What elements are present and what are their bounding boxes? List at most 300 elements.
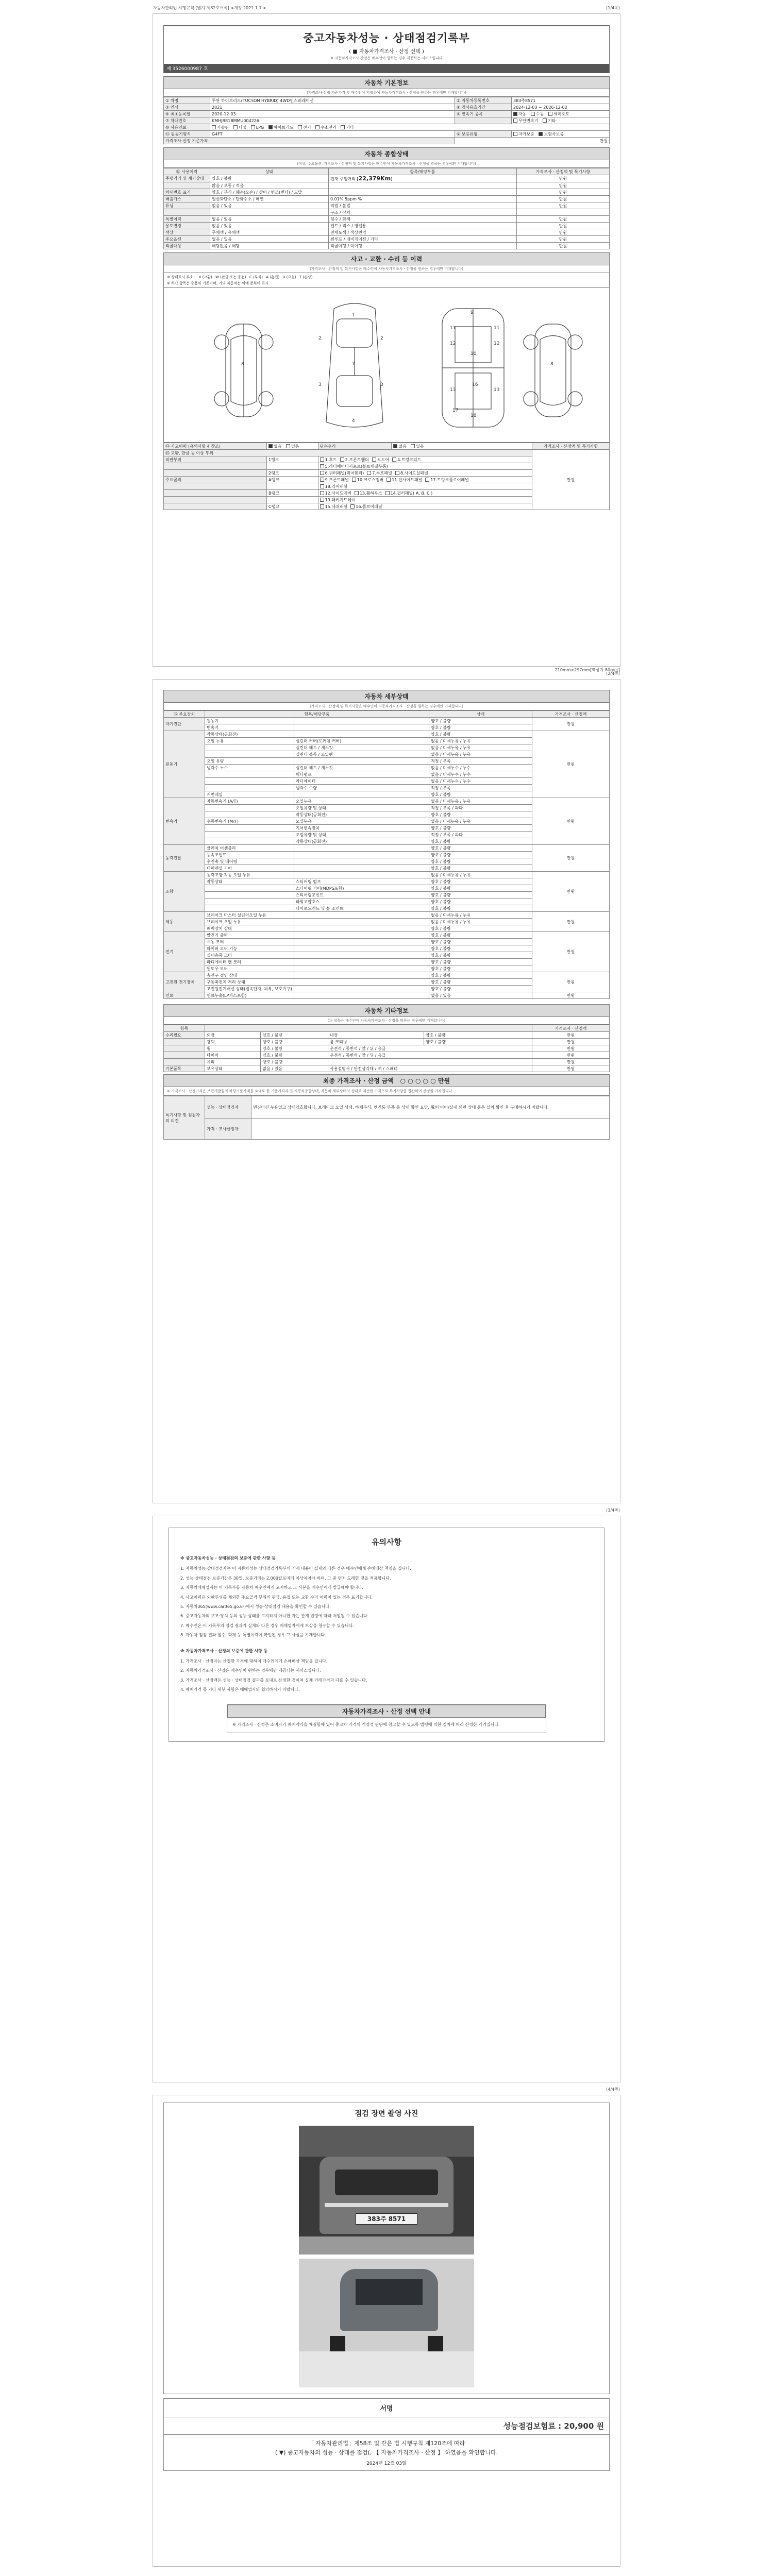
accident-note: (가격조사 · 산정액 및 특기사항은 매수인이 자동차가격조사 · 산정을 원하는 경우에만 기재합니다) <box>163 265 610 273</box>
detail-state: 적정 / 부족 <box>429 758 532 765</box>
detail-group: 전기 <box>164 932 205 972</box>
detail-part <box>294 986 429 992</box>
detail-state: 양호 / 불량 <box>429 986 532 992</box>
overall-row-state: 없음 / 있음 <box>210 223 329 229</box>
value-inspection-period: 2024-12-03 ~ 2026-12-02 <box>512 104 610 111</box>
detail-item: 원동기 <box>205 718 294 724</box>
other-row-group: 기본품목 <box>164 1065 205 1072</box>
other-amount: 만원 <box>532 1059 610 1065</box>
panel-rank <box>164 497 267 503</box>
svg-text:3: 3 <box>380 382 383 387</box>
overall-row-state: 없음 / 있음 <box>210 216 329 223</box>
detail-part: 작동상태(공회전) <box>294 811 429 818</box>
note-item: 2. 자동차가격조사 · 산정은 매수인이 원하는 경우에만 제공되는 서비스입니다. <box>180 1668 321 1673</box>
detail-part <box>294 865 429 872</box>
detail-state: 양호 / 불량 <box>429 718 532 724</box>
detail-item: 브레이크 오일 누유 <box>205 919 294 925</box>
other-row-a: 외장 <box>205 1032 261 1039</box>
page-3 <box>153 1508 620 2082</box>
note-item: 6. 중고자동차의 구조·장치 등의 성능·상태를 고지하지 아니한 자는 관계 법령에 따라 처벌될 수 있습니다. <box>180 1614 369 1619</box>
warranty-insurer: 보험사보증 <box>544 131 564 137</box>
other-row-c: 내장 <box>328 1032 424 1039</box>
detail-item: 시동 모터 <box>205 939 294 945</box>
detail-state: 양호 / 불량 <box>429 724 532 731</box>
other-row-b: 없음 / 있음 <box>261 1065 328 1072</box>
detail-amount: 만원 <box>532 718 610 731</box>
doc-number <box>164 64 609 73</box>
special-table <box>163 1096 610 1140</box>
photo-box <box>163 2103 610 2394</box>
svg-text:12: 12 <box>494 341 500 346</box>
detail-part: 실린더 커버(로커암 커버) <box>294 738 429 744</box>
detail-part <box>294 945 429 952</box>
detail-part <box>294 952 429 959</box>
panel-grade: C랭크 <box>267 503 318 510</box>
detail-part <box>294 925 429 932</box>
other-row-group <box>164 1039 205 1045</box>
panel-rank <box>164 503 267 510</box>
other-head-item: 항목 <box>164 1025 205 1032</box>
detail-state: 없음 / 미세누유 / 누유 <box>429 818 532 825</box>
overall-table <box>163 168 610 249</box>
detail-part: 파워고압호스 <box>294 899 429 905</box>
detail-note: (가격조사 · 산정액 및 특기사항은 매수인이 자동차가격조사 · 산정을 원하는 경우에만 기재합니다) <box>163 703 610 710</box>
basic-info-bar: 자동차 기본정보 <box>163 76 610 89</box>
detail-state: 양호 / 불량 <box>429 885 532 892</box>
detail-row <box>164 731 610 738</box>
detail-state: 양호 / 불량 <box>429 972 532 979</box>
detail-item <box>205 744 294 751</box>
panel-items: 6.쿼터패널(리어휀더) 7.루프패널 8.사이드실패널 <box>318 470 532 477</box>
value-warranty <box>512 131 610 138</box>
special-b-text <box>251 1119 610 1140</box>
note-item: 3. 자동차매매업자는 이 기록부를 자동차 매수인에게 고지하고 그 사본을 매수인에게 발급해야 합니다. <box>180 1585 363 1590</box>
other-row-a: 타이어 <box>205 1052 261 1059</box>
svg-text:3: 3 <box>318 382 322 387</box>
detail-item <box>205 885 294 892</box>
value-vin: KMHJB81BMMU004226 <box>210 117 455 124</box>
overall-row-state: 양호 / 부식 / 훼손(오손) / 상이 / 변조(변타) / 도말 <box>210 189 329 196</box>
detail-part <box>294 791 429 798</box>
overall-row-k: 리콜대상 <box>164 243 210 249</box>
detail-part <box>294 845 429 852</box>
detail-item: 오일 유량 <box>205 758 294 765</box>
detail-item: 실내송풍 모터 <box>205 952 294 959</box>
detail-part <box>294 939 429 945</box>
notes-list-2 <box>180 1658 593 1693</box>
special-label: 특기사항 및 점검자의 의견 <box>164 1096 205 1140</box>
label-warranty: ⑨ 보증유형 <box>455 131 512 138</box>
detail-table <box>163 710 610 999</box>
other-row-a: 휠 <box>205 1045 261 1052</box>
other-amount: 만원 <box>532 1039 610 1045</box>
detail-part <box>294 972 429 979</box>
detail-part: 실린더 헤드 / 개스킷 <box>294 744 429 751</box>
label-inspection-period: ④ 검사유효기간 <box>455 104 512 111</box>
special-a-label: 성능 · 상태점검자 <box>205 1096 251 1119</box>
svg-text:10: 10 <box>470 351 477 357</box>
opt-semi: 세미오토 <box>553 111 569 116</box>
detail-item: 냉각수 누수 <box>205 765 294 771</box>
detail-state: 없음 / 미세누유 / 누유 <box>429 738 532 744</box>
price-select-bar: 자동차가격조사 · 산정 선택 안내 <box>227 1705 546 1718</box>
detail-row <box>164 912 610 919</box>
detail-part: 오일유량 및 상태 <box>294 805 429 811</box>
overall-row-amt: 만원 <box>517 189 610 196</box>
svg-text:17: 17 <box>452 408 459 413</box>
detail-amount: 만원 <box>532 845 610 872</box>
value-price-base: 만원 <box>455 138 610 144</box>
detail-part <box>294 758 429 765</box>
repair-yes: 있음 <box>416 444 424 449</box>
value-plate: 383주8571 <box>512 97 610 104</box>
label-first-reg: ⑤ 최초등록일 <box>164 111 210 117</box>
final-price-bar <box>163 1074 610 1087</box>
detail-item: 클러치 어셈블리 <box>205 845 294 852</box>
detail-part <box>294 872 429 878</box>
legend-u: U (요철) <box>282 275 296 279</box>
accident-table <box>163 443 610 510</box>
accident-history-label: ⑭ 사고이력 (유의사항 4 참조) <box>164 443 267 450</box>
overall-mileage: 현재 주행거리 [22,379Km] <box>329 175 517 182</box>
final-price-note: ※ 가격조사 · 산정가격은 보험개발원의 차량기준가액을 토대로 한 기준가격과 ⑬ 자동차종합상태, 자동차 세부상태의 상태로 계산한 가격으로 특기사항을 합산하여 산정한 가격입니다. <box>163 1087 610 1096</box>
basic-info-table <box>163 97 610 144</box>
detail-state: 없음 / 미세누유 / 누유 <box>429 912 532 919</box>
fuel-gasoline: 가솔린 <box>217 125 229 130</box>
other-note: (⑱ 항목은 매수인이 자동차가격조사 · 산정을 원하는 경우에만 기재합니다) <box>163 1017 610 1025</box>
accident-legend <box>163 273 610 288</box>
other-head-blank <box>205 1025 532 1032</box>
detail-state: 양호 / 불량 <box>429 825 532 832</box>
detail-part: 라디에이터 <box>294 778 429 785</box>
detail-item: 자동변속기 (A/T) <box>205 798 294 805</box>
detail-state: 양호 / 불량 <box>429 925 532 932</box>
overall-row-amt: 만원 <box>517 182 610 189</box>
label-fuel: ⑩ 사용연료 <box>164 124 210 131</box>
overall-row-item: 전체도색 / 색상변경 <box>329 229 517 236</box>
simple-repair-value <box>392 443 532 450</box>
detail-state: 양호 / 불량 <box>429 852 532 858</box>
accident-amount: 만원 <box>532 450 610 510</box>
detail-state: 없음 / 미세누유 / 누유 <box>429 798 532 805</box>
detail-item: 충전구 절연 상태 <box>205 972 294 979</box>
panel-grade <box>267 483 318 490</box>
doc-no-label: 제 <box>166 66 171 72</box>
value-transmission <box>512 111 610 117</box>
special-b-label: 가격 · 조사산정자 <box>205 1119 251 1140</box>
detail-item <box>205 811 294 818</box>
detail-part: 실린더 헤드 / 개스킷 <box>294 765 429 771</box>
overall-row-item: 0.01% 5ppm % <box>329 196 517 202</box>
overall-bar: 자동차 종합상태 <box>163 147 610 160</box>
detail-group: 제동 <box>164 912 205 932</box>
detail-group: 연료 <box>164 992 205 999</box>
detail-item: 발전기 출력 <box>205 932 294 939</box>
svg-text:4: 4 <box>352 418 355 423</box>
simple-repair-label: 단순수리 <box>318 443 392 450</box>
detail-item <box>205 785 294 791</box>
overall-row-amt: 만원 <box>517 216 610 223</box>
detail-item: 추진축 및 베어링 <box>205 858 294 865</box>
opt-manual: 수동 <box>536 111 544 116</box>
panel-grade: 1랭크 <box>267 456 318 463</box>
opt-cvt: 무단변속기 <box>518 118 539 123</box>
accident-none: 없음 <box>274 444 282 449</box>
photo-lift <box>299 2259 474 2387</box>
note-item: 3. 가격조사 · 산정액은 성능 · 상태점검 결과를 토대로 산정한 것이며 실제 거래가격과 다를 수 있습니다. <box>180 1677 367 1683</box>
detail-state: 없음 / 있음 <box>429 992 532 999</box>
overall-row-amt: 만원 <box>517 202 610 209</box>
side-view-right <box>524 324 582 417</box>
label-engine: ⑪ 원동기형식 <box>164 131 210 138</box>
overall-row-state: 없음 / 있음 <box>210 236 329 243</box>
notes-list-1 <box>180 1566 593 1638</box>
legend-x: X (교환) <box>198 275 212 279</box>
other-row-d: 양호 / 불량 <box>424 1032 532 1039</box>
detail-item: 고전원전기배선 상태(접속단자, 피복, 보호기구) <box>205 986 294 992</box>
notes-box <box>169 1528 604 1742</box>
other-row-a: 광택 <box>205 1039 261 1045</box>
warranty-self: 자가보증 <box>518 131 534 137</box>
overall-row-item <box>329 182 517 189</box>
detail-group: 고전원 전기장치 <box>164 972 205 992</box>
overall-row-amt: 만원 <box>517 196 610 202</box>
panel-grade: B랭크 <box>267 490 318 497</box>
value-first-reg: 2020-12-03 <box>210 111 455 117</box>
detail-item <box>205 899 294 905</box>
opt-other: 기타 <box>548 118 556 123</box>
note-item: 7. 매수인은 이 기록부의 점검 결과가 실제와 다른 경우 매매업자에게 보상을 청구할 수 있습니다. <box>180 1623 354 1628</box>
detail-state: 양호 / 불량 <box>429 865 532 872</box>
detail-part <box>294 959 429 965</box>
other-row-b: 양호 / 불량 <box>261 1045 328 1052</box>
overall-row-k: 튜닝 <box>164 202 210 209</box>
detail-item: 작동상태(공회전) <box>205 731 294 738</box>
detail-item: 오일 누유 <box>205 738 294 744</box>
detail-state: 없음 / 미세누수 / 누수 <box>429 765 532 771</box>
detail-state: 없음 / 미세누수 / 누수 <box>429 771 532 778</box>
label-price-base: 가격조사·산정 기준가격 <box>164 138 455 144</box>
detail-group: 원동기 <box>164 731 205 798</box>
overall-row-amt: 만원 <box>517 223 610 229</box>
detail-item <box>205 771 294 778</box>
overall-head-item: 항목/해당부품 <box>329 168 517 175</box>
diagram-numbers <box>241 310 553 423</box>
overall-row-state: 없음 / 있음 <box>210 202 329 209</box>
page-mark: (1/4쪽) <box>606 6 620 10</box>
mileage-label: 현재 주행거리 <box>330 177 356 181</box>
detail-part <box>294 718 429 724</box>
overall-row-k: 주행거리 및 계기상태 <box>164 175 210 182</box>
overall-row-item <box>329 189 517 196</box>
panel-rank: 외판부위 <box>164 456 267 463</box>
doc-subtitle: ( ■ 자동차가격조사 · 산정 선택 ) <box>349 49 424 55</box>
legend-label: ※ 상태표시 부호 : <box>167 275 196 279</box>
sign-date: 2024년 12월 03일 <box>366 2461 407 2466</box>
panel-items: 12.사이드멤버 13.휠하우스 14.필러패널( A, B, C ) <box>318 490 532 497</box>
panel-grade: 2랭크 <box>267 470 318 477</box>
doc-subtitle-note: ※ 자동차가격조사·산정은 매수인이 원하는 경우 제공하는 서비스입니다 <box>330 56 443 60</box>
svg-text:12: 12 <box>450 341 456 346</box>
other-row-c: 룸 크리닝 <box>328 1039 424 1045</box>
detail-row <box>164 932 610 939</box>
detail-part <box>294 724 429 731</box>
other-row-c: 운전석 / 동반석 / 앞 / 뒤 / 응급 <box>328 1045 532 1052</box>
panel-rank <box>164 483 267 490</box>
sign-title: 서명 <box>164 2399 609 2417</box>
detail-item <box>205 838 294 845</box>
detail-item: 와이퍼 모터 기능 <box>205 945 294 952</box>
label-transmission: ⑥ 변속기 종류 <box>455 111 512 117</box>
other-row-b: 양호 / 불량 <box>261 1052 328 1059</box>
other-row-group: 수리필요 <box>164 1032 205 1039</box>
detail-part: 워터펌프 <box>294 771 429 778</box>
svg-text:2: 2 <box>318 336 322 341</box>
notes-title: 유의사항 <box>372 1537 401 1547</box>
label-cvt <box>455 117 512 124</box>
detail-state: 양호 / 불량 <box>429 939 532 945</box>
doc-no-suffix: 호 <box>203 66 208 72</box>
other-row-group <box>164 1059 205 1065</box>
page-1 <box>153 6 620 672</box>
detail-item: 연료누출(LP가스포함) <box>205 992 294 999</box>
overall-row-amt: 만원 <box>517 175 610 182</box>
detail-amount: 만원 <box>532 798 610 845</box>
detail-part: 냉각수 수량 <box>294 785 429 791</box>
special-a-text: 엔진미션 누유없고 상태양호합니다. 브레이크 오일 상태, 하체부식, 엔진룸 부품 등 상세 확인 요망. 휠/타이어/실내 외관 상태 등은 실차 확인 후 구매하시기 바랍니다. <box>251 1096 610 1119</box>
fuel-hydrogen: 수소전기 <box>320 125 337 130</box>
detail-amount: 만원 <box>532 972 610 992</box>
overall-row-item: 썬루프 / 네비게이션 / 기타 <box>329 236 517 243</box>
note-item: 1. 자동차성능·상태점검자는 이 자동차성능·상태점검기록부의 기재 내용이 실제와 다른 경우 매수인에게 손해배상 책임을 집니다. <box>180 1566 411 1571</box>
detail-part: 실린더 블록 / 오일팬 <box>294 751 429 758</box>
note-item: 1. 가격조사 · 산정자는 산정한 가격에 대하여 매수인에게 손해배상 책임을 집니다. <box>180 1658 328 1664</box>
detail-part: 타이로드엔드 및 볼 조인트 <box>294 905 429 912</box>
detail-state: 양호 / 불량 <box>429 959 532 965</box>
panel-rank <box>164 490 267 497</box>
other-row-a: 유리 <box>205 1059 261 1065</box>
detail-state: 양호 / 불량 <box>429 952 532 959</box>
detail-part <box>294 965 429 972</box>
detail-group: 자기진단 <box>164 718 205 731</box>
other-row-c <box>328 1059 532 1065</box>
other-amount: 만원 <box>532 1032 610 1039</box>
detail-part <box>294 858 429 865</box>
repair-none: 없음 <box>398 444 407 449</box>
detail-amount: 만원 <box>532 912 610 932</box>
svg-text:9: 9 <box>470 310 474 315</box>
detail-part: 오일유량 및 상태 <box>294 832 429 838</box>
overall-row-k <box>164 209 210 216</box>
accident-history-value <box>267 443 318 450</box>
detail-state: 없음 / 미세누유 / 누유 <box>429 744 532 751</box>
detail-item <box>205 778 294 785</box>
detail-item: 구동축전지 격리 상태 <box>205 979 294 986</box>
detail-state: 양호 / 불량 <box>429 979 532 986</box>
basic-info-section <box>163 76 610 144</box>
accident-price-head: 가격조사 · 산정액 및 특기사항 <box>532 443 610 450</box>
detail-item: 윈도우 모터 <box>205 965 294 972</box>
detail-state: 양호 / 불량 <box>429 791 532 798</box>
detail-item: 동력조향 작동 오일 누유 <box>205 872 294 878</box>
detail-row <box>164 798 610 805</box>
detail-item: 브레이크 마스터 실린더오일 누유 <box>205 912 294 919</box>
value-cvt <box>512 117 610 124</box>
svg-text:1: 1 <box>352 313 355 318</box>
panel-items: 5.라디에이터서포트(볼트체결부품) <box>318 463 532 470</box>
note-item: 2. 성능·상태점검 보증기간은 30일, 보증거리는 2,000킬로미터 이상이어야 하며, 그 중 먼저 도래한 것을 적용합니다. <box>180 1575 391 1581</box>
value-car-name: 투싼 하이브리드(TUCSON HYBRID) 4WD인스퍼레이션 <box>210 97 455 104</box>
doc-header <box>163 25 610 73</box>
detail-part: 작동상태(공회전) <box>294 838 429 845</box>
detail-item <box>205 751 294 758</box>
svg-text:13: 13 <box>494 387 500 393</box>
other-amount: 만원 <box>532 1052 610 1059</box>
detail-state: 없음 / 미세누유 / 누유 <box>429 872 532 878</box>
detail-part: 기어변속장치 <box>294 825 429 832</box>
detail-state: 적정 / 부족 / 과다 <box>429 832 532 838</box>
panel-grade: A랭크 <box>267 477 318 483</box>
detail-state: 양호 / 불량 <box>429 965 532 972</box>
page-2 <box>153 671 620 1503</box>
price-select-box <box>227 1704 546 1733</box>
detail-row <box>164 718 610 724</box>
overall-row-state: 양호 / 불량 <box>210 175 329 182</box>
detail-item: 등속조인트 <box>205 852 294 858</box>
detail-item <box>205 805 294 811</box>
detail-group: 동력전달 <box>164 845 205 872</box>
other-bar: 자동차 기타정보 <box>163 1004 610 1017</box>
detail-part: 오일누유 <box>294 818 429 825</box>
detail-item <box>205 832 294 838</box>
legend-t: T (손상) <box>299 275 313 279</box>
notes-sec1: ※ 중고자동차성능 · 상태점검의 보증에 관한 사항 등 <box>180 1556 276 1561</box>
detail-item: 디퍼렌셜 기어 <box>205 865 294 872</box>
panel-items: 19.패키지트레이 <box>318 497 532 503</box>
other-row-b: 양호 / 불량 <box>261 1059 328 1065</box>
overall-row-k <box>164 182 210 189</box>
detail-state: 양호 / 불량 <box>429 899 532 905</box>
other-section <box>163 1004 610 1140</box>
detail-part <box>294 979 429 986</box>
note-item: 4. 사고이력은 외판부위를 제외한 주요골격 부위의 판금, 용접 또는 교환 수리 이력이 있는 경우 표기합니다. <box>180 1595 373 1600</box>
other-row-b: 양호 / 불량 <box>261 1032 328 1039</box>
panel-rank <box>164 463 267 470</box>
detail-state: 없음 / 미세누유 / 누유 <box>429 919 532 925</box>
note-item: 5. 자동차365(www.car365.go.kr)에서 성능·상태점검 내용을 확인할 수 있습니다. <box>180 1604 331 1609</box>
panel-items: 1.후드 2.프론트휀더 3.도어 4.트렁크리드 <box>318 456 532 463</box>
detail-head-state: 상태 <box>429 711 532 718</box>
legend-c: C (부식) <box>249 275 263 279</box>
other-row-c: 운전석 / 동반석 / 앞 / 뒤 / 응급 <box>328 1052 532 1059</box>
value-fuel <box>210 124 610 131</box>
detail-row <box>164 845 610 852</box>
detail-state: 양호 / 불량 <box>429 905 532 912</box>
detail-item: 라디에이터 팬 모터 <box>205 959 294 965</box>
svg-text:18: 18 <box>470 413 477 418</box>
svg-text:11: 11 <box>494 326 500 331</box>
detail-state: 적정 / 부족 <box>429 785 532 791</box>
svg-text:8: 8 <box>241 362 244 367</box>
overall-row-state: 일산화탄소 / 탄화수소 / 매연 <box>210 196 329 202</box>
price-select-text: ※ 가격조사 · 산정은 소비자가 매매계약을 체결함에 있어 중고차 가격의 적정성 판단에 참고할 수 있도록 법령에 의한 절차에 따라 산정한 가격입니다. <box>232 1722 500 1727</box>
legend-a: A (흠집) <box>266 275 280 279</box>
detail-part <box>294 919 429 925</box>
detail-state: 양호 / 불량 <box>429 878 532 885</box>
detail-part: 스티어링 펌프 <box>294 878 429 885</box>
form-caption: 자동차관리법 시행규칙 [별지 제82호서식] <개정 2021.1.1.> <box>153 6 266 10</box>
overall-row-amt: 만원 <box>517 229 610 236</box>
